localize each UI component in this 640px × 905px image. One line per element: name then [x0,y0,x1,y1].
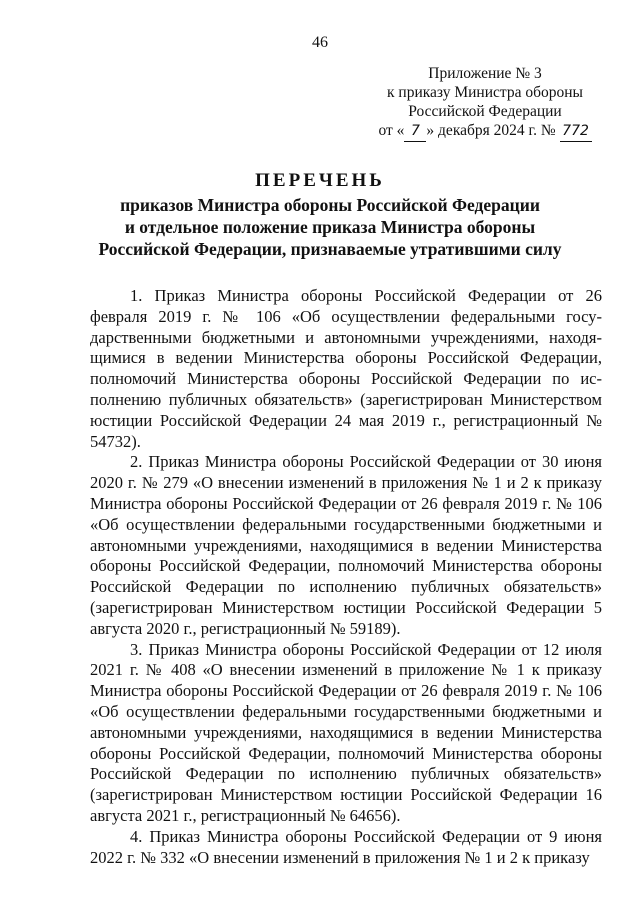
date-prefix: от « [378,122,405,139]
appendix-order-ref: к приказу Министра обороны [387,84,583,101]
appendix-federation: Российской Федерации [408,103,562,120]
list-item: 4. Приказ Министра обороны Российской Федерации от 9 июня 2022 г. № 332 «О внесении изменений в приложения № 1 и 2 к приказу [90,826,602,867]
appendix-date-line [355,121,615,142]
subtitle-line: Российской Федерации, признаваемые утратившими силу [98,239,562,259]
document-body [90,286,602,868]
document-title: ПЕРЕЧЕНЬ [255,170,385,191]
document-subtitle [60,194,600,260]
handwritten-day: 7 [404,122,426,142]
list-item: 3. Приказ Министра обороны Российской Федерации от 12 июля 2021 г. № 408 «О внесении изменений в приложение № 1 к приказу Министра обороны Российской Федерации от 26 февраля 2019 г. № 106 «Об осуществлении федеральными государственными бюджетными и автономными учреждениями, находящимися в ведении Министерства обороны Российской Федерации, полномочий Министерства обороны Российской Федерации по исполнению публичных обязательств» (зарегистрирован Министерством юстиции Российской Федерации 16 августа 2021 г., регистрационный № 64656). [90,639,602,825]
page-number: 46 [312,34,328,51]
appendix-number: Приложение № 3 [428,65,542,82]
list-item: 1. Приказ Министра обороны Российской Федерации от 26 февраля 2019 г. № 106 «Об осуществлении федеральными государственными бюджетными и автономными учреждениями, находящимися в ведении Министерства обороны Российской Федерации, полномочий Министерства обороны Российской Федерации по исполнению публичных обязательств» (зарегистрирован Министерством юстиции Российской Федерации 24 мая 2019 г., регистрационный № 54732). [90,286,602,451]
subtitle-line: и отдельное положение приказа Министра обороны [124,217,536,237]
list-item: 2. Приказ Министра обороны Российской Федерации от 30 июня 2020 г. № 279 «О внесении изменений в приложения № 1 и 2 к приказу Министра обороны Российской Федерации от 26 февраля 2019 г. № 106 «Об осуществлении федеральными государственными бюджетными и автономными учреждениями, находящимися в ведении Министерства обороны Российской Федерации, полномочий Министерства обороны Российской Федерации по исполнению публичных обязательств» (зарегистрирован Министерством юстиции Российской Федерации 5 августа 2020 г., регистрационный № 59189). [90,452,602,638]
date-middle: » декабря 2024 г. № [426,122,556,139]
appendix-header [355,64,615,142]
subtitle-line: приказов Министра обороны Российской Федерации [120,195,540,215]
handwritten-order-number: 772 [560,122,592,142]
